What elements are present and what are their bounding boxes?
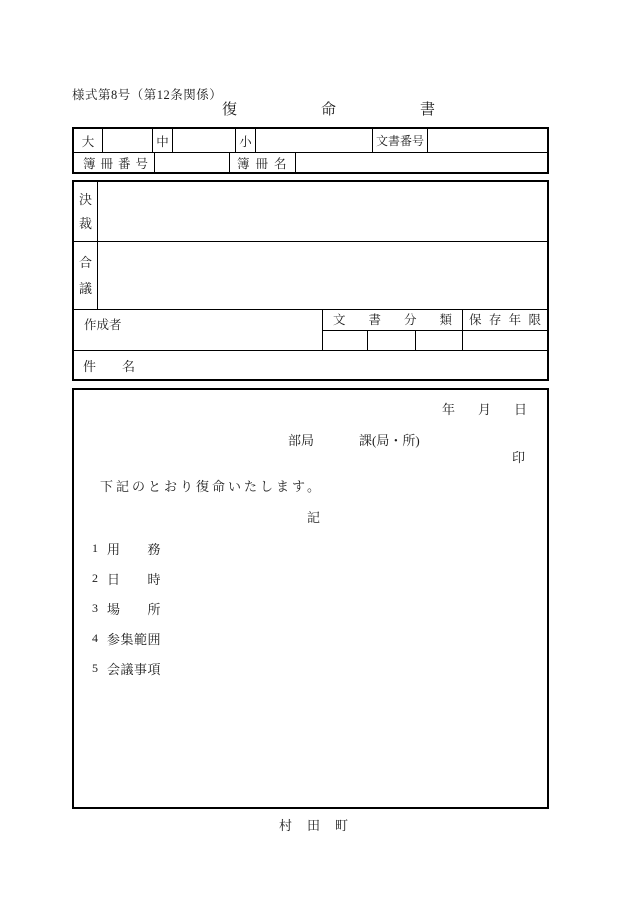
doc-class-value-cell-1 [323, 331, 368, 350]
approval-char-1: 決 [78, 192, 92, 207]
list-item-datetime [92, 563, 161, 593]
list-item-duty [92, 533, 161, 563]
approval-row [74, 182, 547, 242]
year-label: 年 [442, 402, 456, 417]
approval-table [72, 180, 549, 381]
doc-class-char-1: 文 [333, 312, 346, 327]
book-name-value-cell [296, 153, 547, 172]
municipality-char-1: 村 [279, 818, 293, 833]
retention-header [463, 310, 547, 331]
item-number: 3 [92, 600, 98, 615]
council-char-2: 議 [78, 281, 92, 297]
date-line [442, 403, 527, 416]
month-label: 月 [478, 402, 492, 417]
subject-label: 件 名 [83, 358, 136, 374]
item-label: 用 務 [107, 541, 162, 557]
item-label: 会議事項 [107, 661, 162, 677]
author-label: 作成者 [74, 310, 323, 350]
book-row [74, 153, 547, 172]
retention-char-2: 存 [488, 312, 502, 327]
classification-table [72, 127, 549, 174]
title-char-fuku: 復 [222, 102, 238, 118]
approval-stamp-area [98, 182, 547, 241]
council-char-1: 合 [78, 254, 92, 270]
approval-label [74, 182, 98, 241]
book-name-label: 簿冊名 [230, 153, 296, 172]
item-number: 4 [92, 630, 98, 645]
retention-char-1: 保 [469, 312, 482, 327]
council-label [74, 242, 98, 309]
doc-class-value-cell-2 [368, 331, 416, 350]
item-number: 5 [92, 660, 98, 675]
item-label: 日 時 [107, 571, 162, 587]
day-label: 日 [514, 402, 528, 417]
subject-row [74, 351, 547, 379]
doc-class-char-3: 分 [403, 312, 417, 327]
municipality-char-2: 田 [307, 818, 321, 833]
list-item-agenda [92, 653, 161, 683]
item-number: 1 [92, 540, 98, 555]
retention-char-4: 限 [528, 312, 541, 327]
council-stamp-area [98, 242, 547, 309]
doc-class-value-cell-3 [416, 331, 462, 350]
document-title [222, 103, 435, 118]
municipality-char-3: 町 [335, 818, 349, 833]
seal-label: 印 [512, 450, 526, 465]
retention-column [463, 310, 547, 350]
report-body-box [72, 388, 549, 809]
item-label: 参集範囲 [107, 631, 162, 647]
medium-class-value-cell [173, 129, 236, 152]
large-class-label: 大 [74, 129, 103, 152]
department-line [288, 434, 420, 447]
report-item-list [92, 533, 161, 683]
approval-char-2: 裁 [78, 216, 92, 231]
list-item-place [92, 593, 161, 623]
book-number-value-cell [155, 153, 230, 172]
doc-class-header [323, 310, 462, 331]
title-char-mei: 命 [321, 102, 337, 118]
doc-number-label: 文書番号 [373, 129, 428, 152]
medium-class-label: 中 [153, 129, 173, 152]
small-class-value-cell [256, 129, 373, 152]
retention-value-cell [463, 331, 547, 350]
title-char-sho: 書 [420, 102, 436, 118]
municipality-name [279, 819, 348, 832]
department-label: 部局 [288, 433, 315, 448]
note-heading: 記 [307, 510, 321, 525]
list-item-attendees [92, 623, 161, 653]
item-number: 2 [92, 570, 98, 585]
small-class-label: 小 [236, 129, 256, 152]
item-label: 場 所 [107, 601, 162, 617]
doc-class-column [323, 310, 463, 350]
retention-char-3: 年 [508, 312, 522, 327]
doc-number-value-cell [428, 129, 547, 152]
doc-class-value-row [323, 331, 462, 350]
council-row [74, 242, 547, 310]
large-class-value-cell [103, 129, 153, 152]
doc-class-char-4: 類 [439, 312, 452, 327]
section-label: 課(局・所) [359, 433, 420, 448]
form-number-label: 様式第8号（第12条関係） [72, 88, 223, 102]
author-row [74, 310, 547, 351]
classification-row [74, 129, 547, 153]
doc-class-char-2: 書 [368, 312, 381, 327]
book-number-label: 簿冊番号 [74, 153, 155, 172]
report-statement: 下記のとおり復命いたします。 [100, 479, 323, 494]
